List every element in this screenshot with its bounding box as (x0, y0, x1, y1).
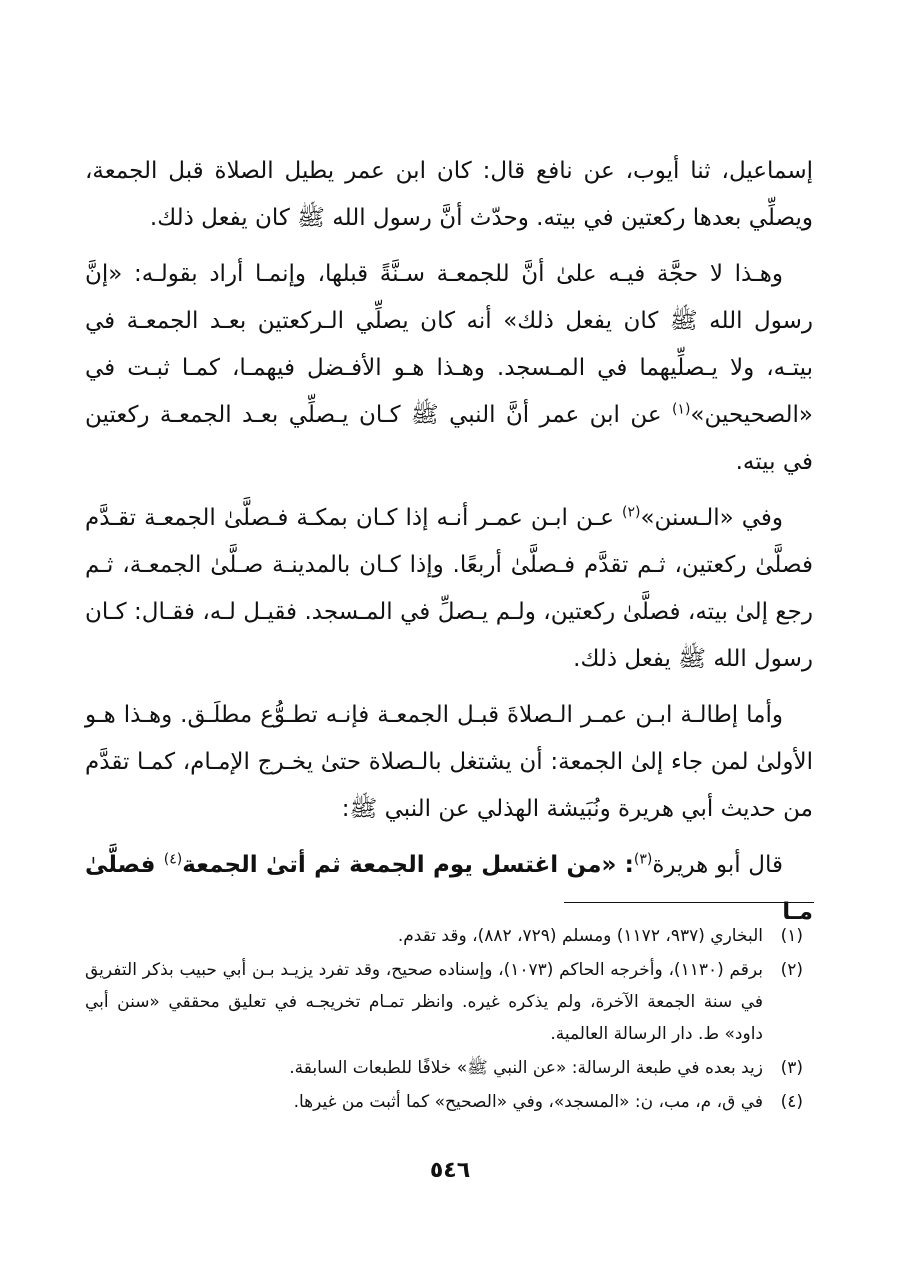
page-number: ٥٤٦ (429, 1158, 471, 1183)
footnote-number: (٤) (780, 1092, 803, 1112)
paragraph-4 (85, 692, 813, 833)
footnote-divider (564, 902, 814, 903)
paragraph-3-text-b: عـن ابـن عمـر أنـه إذا كـان بمكـة فـصلَّىٰ الجمعـة تقـدَّم فصلَّىٰ ركعتين، ثـم تقدَّم فـصلَّىٰ أربعًا. وإذا كـان بالمدينـة صـلَّىٰ الجمعـة، ثـم رجع إلىٰ بيته، فصلَّىٰ ركعتين، ولـم يـصلِّ في المـسجد. فقيـل لـه، فقـال: كـان رسول الله ﷺ يفعل ذلك. (85, 505, 813, 672)
paragraph-4-text: وأما إطالـة ابـن عمـر الـصلاةَ قبـل الجمعـة فإنـه تطـوُّع مطلَـق. وهـذا هـو الأولىٰ لمن جاء إلىٰ الجمعة: أن يشتغل بالـصلاة حتىٰ يخـرج الإمـام، كمـا تقدَّم من حديث أبي هريرة ونُبَيشة الهذلي عن النبي ﷺ: (85, 702, 813, 822)
footnotes-section (85, 920, 803, 1120)
footnote-3 (85, 1052, 803, 1084)
footnote-4 (85, 1086, 803, 1118)
footnote-ref-1[interactable]: (١) (671, 401, 691, 418)
footnote-number: (٣) (780, 1058, 803, 1078)
paragraph-1-text: إسماعيل، ثنا أيوب، عن نافع قال: كان ابن عمر يطيل الصلاة قبل الجمعة، ويصلِّي بعدها ركعتين في بيته. وحدّث أنَّ رسول الله ﷺ كان يفعل ذلك. (85, 158, 813, 231)
paragraph-2-text-a: وهـذا لا حجَّة فيـه علىٰ أنَّ للجمعـة سـنَّةً قبلها، وإنمـا أراد بقولـه: «إنَّ رسول الله ﷺ كان يفعل ذلك» أنه كان يصلِّي الـركعتين بعـد الجمعـة في بيتـه، ولا يـصلِّيهما في المـسجد. وهـذا هـو الأفـضل فيهمـا، كمـا ثبـت في «الصحيحين» (85, 261, 813, 428)
paragraph-2-text-b: عن ابن عمر أنَّ النبي ﷺ كـان يـصلِّي بعـد الجمعـة ركعتين في بيته. (85, 402, 813, 475)
footnote-ref-3[interactable]: (٣) (633, 851, 653, 868)
footnote-ref-4[interactable]: (٤) (163, 851, 183, 868)
footnote-1 (85, 920, 803, 952)
paragraph-5-text-b: : «من اغتسل يوم الجمعة ثم أتىٰ الجمعة (182, 852, 634, 878)
paragraph-3-text-a: وفي «الـسنن» (640, 505, 783, 531)
paragraph-5-text-a: قال أبو هريرة (652, 852, 783, 878)
footnote-text: في ق، م، مب، ن: «المسجد»، وفي «الصحيح» كما أثبت من غيرها. (293, 1092, 763, 1112)
footnote-2 (85, 954, 803, 1050)
footnote-ref-2[interactable]: (٢) (621, 504, 641, 521)
footnote-text: زيد بعده في طبعة الرسالة: «عن النبي ﷺ» خلافًا للطبعات السابقة. (289, 1058, 763, 1078)
paragraph-1 (85, 148, 813, 242)
footnote-number: (٢) (780, 960, 803, 980)
footnote-text: البخاري (٩٣٧، ١١٧٢) ومسلم (٧٢٩، ٨٨٢)، وقد تقدم. (397, 926, 763, 946)
paragraph-3 (85, 495, 813, 683)
footnote-text: برقم (١١٣٠)، وأخرجه الحاكم (١٠٧٣)، وإسناده صحيح، وقد تفرد يزيـد بـن أبي حبيب بذكر التفريق في سنة الجمعة الآخرة، ولم يذكره غيره. وانظر تمـام تخريجـه في تعليق محققي «سنن أبي داود» ط. دار الرسالة العالمية. (85, 960, 764, 1044)
paragraph-2 (85, 251, 813, 486)
footnote-number: (١) (780, 926, 803, 946)
paragraph-5-text-c: فصلَّىٰ مـا (85, 852, 813, 925)
main-text (85, 148, 813, 945)
